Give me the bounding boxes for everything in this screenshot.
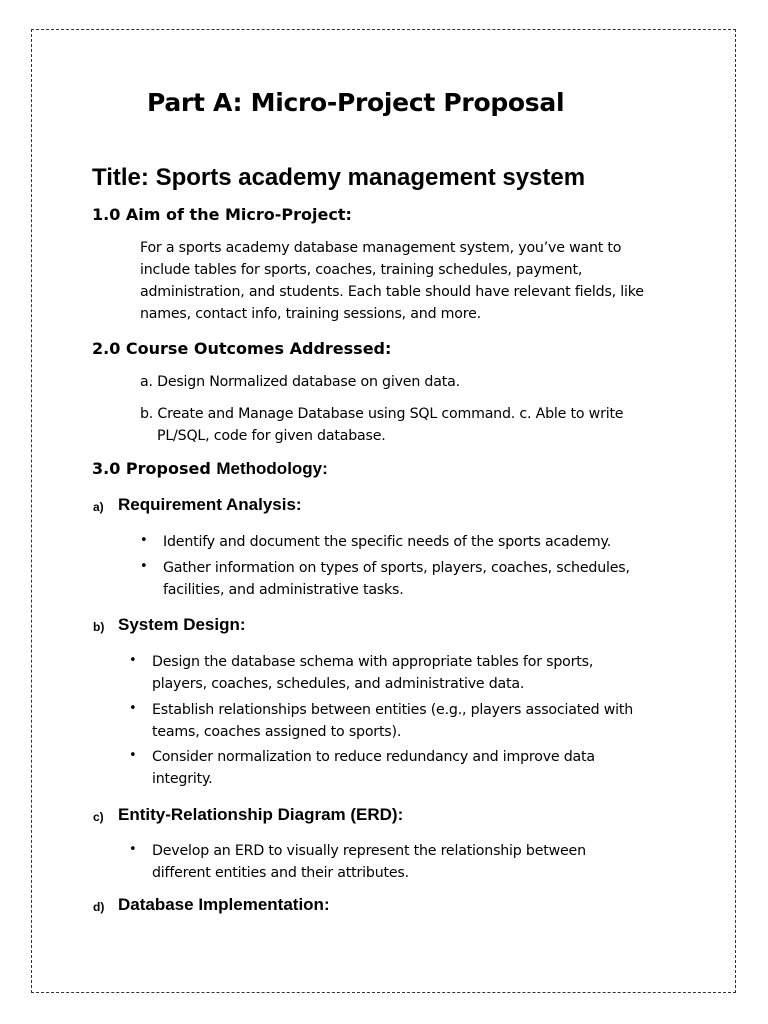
aim-line-3: administration, and students. Each table should have relevant fields, like xyxy=(140,284,644,300)
methodology-heading xyxy=(92,459,328,479)
design-bullet-2-line-1: Establish relationships between entities (e.g., players associated with xyxy=(152,702,634,718)
aim-heading: 1.0 Aim of the Micro-Project: xyxy=(92,205,352,224)
bullet-a1: • xyxy=(140,533,148,548)
sub-label-c: c) xyxy=(93,810,104,824)
erd-bullet-1-line-2: different entities and their attributes. xyxy=(152,865,409,881)
project-title: Title: Sports academy management system xyxy=(92,164,586,191)
design-bullet-3-line-1: Consider normalization to reduce redundancy and improve data xyxy=(152,749,595,765)
bullet-b2: • xyxy=(129,701,137,716)
outcome-b-line-1: b. Create and Manage Database using SQL command. c. Able to write xyxy=(140,406,624,422)
req-bullet-2-line-1: Gather information on types of sports, players, coaches, schedules, xyxy=(163,560,630,576)
req-bullet-1: Identify and document the specific needs of the sports academy. xyxy=(163,534,612,550)
sub-label-b: b) xyxy=(93,620,105,634)
design-bullet-2-line-2: teams, coaches assigned to sports). xyxy=(152,724,402,740)
erd-heading: Entity-Relationship Diagram (ERD): xyxy=(118,805,404,824)
bullet-c1: • xyxy=(129,842,137,857)
bullet-b1: • xyxy=(129,653,137,668)
requirement-analysis-heading: Requirement Analysis: xyxy=(118,495,302,514)
outcomes-heading: 2.0 Course Outcomes Addressed: xyxy=(92,339,392,358)
system-design-heading: System Design: xyxy=(118,615,246,634)
aim-line-4: names, contact info, training sessions, and more. xyxy=(140,306,481,322)
document-title: Part A: Micro-Project Proposal xyxy=(147,88,565,117)
req-bullet-2-line-2: facilities, and administrative tasks. xyxy=(163,582,404,598)
erd-bullet-1-line-1: Develop an ERD to visually represent the relationship between xyxy=(152,843,586,859)
design-bullet-1-line-2: players, coaches, schedules, and administrative data. xyxy=(152,676,525,692)
aim-line-1: For a sports academy database management system, you’ve want to xyxy=(140,240,622,256)
design-bullet-1-line-1: Design the database schema with appropriate tables for sports, xyxy=(152,654,594,670)
bullet-a2: • xyxy=(140,559,148,574)
database-implementation-heading: Database Implementation: xyxy=(118,895,330,914)
design-bullet-3-line-2: integrity. xyxy=(152,771,213,787)
aim-line-2: include tables for sports, coaches, training schedules, payment, xyxy=(140,262,583,278)
methodology-heading-suffix: Methodology: xyxy=(216,459,328,478)
outcome-b-line-2: PL/SQL, code for given database. xyxy=(157,428,386,444)
sub-label-a: a) xyxy=(93,500,104,514)
bullet-b3: • xyxy=(129,748,137,763)
outcome-a: a. Design Normalized database on given data. xyxy=(140,374,460,390)
methodology-heading-prefix: 3.0 Proposed xyxy=(92,459,217,478)
sub-label-d: d) xyxy=(93,900,105,914)
